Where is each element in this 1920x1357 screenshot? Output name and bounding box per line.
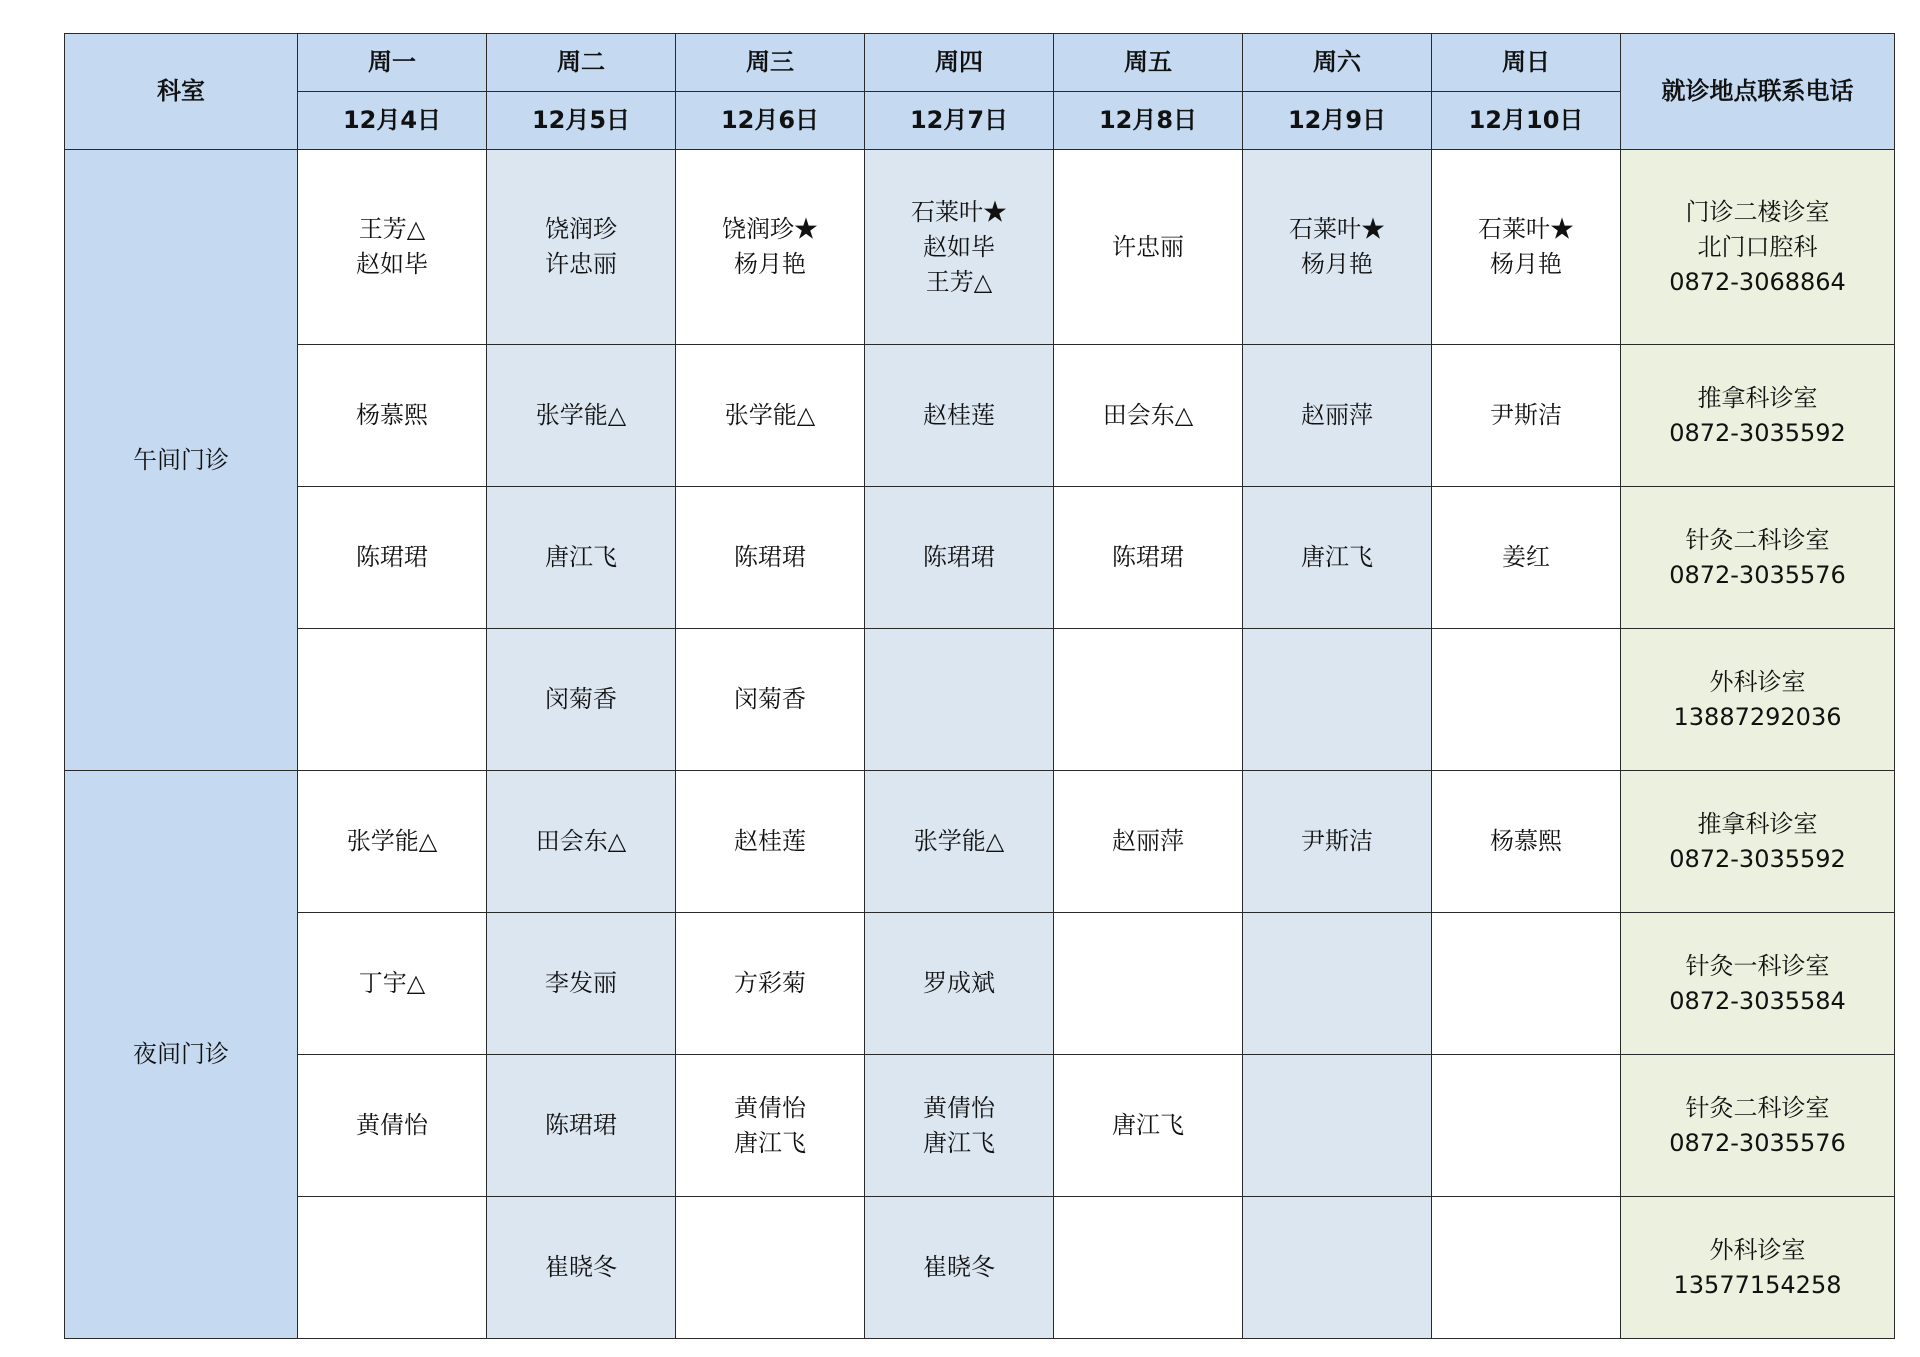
location-header: 就诊地点联系电话 [1621,34,1895,150]
schedule-row [65,629,1895,771]
doctor-cell [487,1055,676,1197]
location-line: 北门口腔科 [1697,232,1818,261]
weekday-header: 周五 [1054,34,1243,92]
location-line: 外科诊室 [1709,667,1806,696]
doctor-name: 陈珺珺 [1112,543,1184,571]
doctor-name: 张学能△ [346,827,438,855]
location-line: 13577154258 [1673,1270,1842,1299]
doctor-cell [1054,629,1243,771]
date-header: 12月8日 [1054,92,1243,150]
doctor-name: 黄倩怡 [923,1093,995,1122]
doctor-name: 丁宇△ [358,969,426,997]
doctor-name: 许忠丽 [1112,232,1184,261]
doctor-cell [487,1197,676,1339]
location-cell [1621,150,1895,345]
doctor-name: 杨慕熙 [356,401,428,429]
schedule-row [65,150,1895,345]
doctor-cell [1054,345,1243,487]
doctor-name: 张学能△ [724,401,816,429]
doctor-cell [1243,1055,1432,1197]
doctor-name: 许忠丽 [545,250,617,278]
doctor-name: 赵如毕 [356,250,428,278]
doctor-cell [865,629,1054,771]
doctor-cell [676,629,865,771]
doctor-name: 赵丽萍 [1301,401,1373,429]
doctor-name: 崔晓冬 [923,1253,995,1281]
doctor-cell [1432,771,1621,913]
doctor-cell [298,913,487,1055]
location-line: 推拿科诊室 [1697,809,1818,838]
doctor-name: 张学能△ [913,827,1005,855]
location-line: 针灸二科诊室 [1685,525,1830,554]
department-cell: 夜间门诊 [65,771,298,1339]
location-line: 推拿科诊室 [1697,383,1818,412]
doctor-name: 王芳△ [925,267,993,296]
location-cell [1621,913,1895,1055]
doctor-name: 赵丽萍 [1112,827,1184,855]
doctor-name: 闵菊香 [545,685,617,713]
schedule-row [65,913,1895,1055]
doctor-cell [1054,1197,1243,1339]
doctor-name: 陈珺珺 [545,1111,617,1139]
doctor-cell [1243,345,1432,487]
doctor-cell [1432,150,1621,345]
doctor-name: 陈珺珺 [356,543,428,571]
doctor-name: 赵桂莲 [734,827,806,855]
weekday-header: 周六 [1243,34,1432,92]
doctor-cell [1243,150,1432,345]
doctor-cell [1432,629,1621,771]
doctor-cell [865,1055,1054,1197]
schedule-row [65,487,1895,629]
weekday-header: 周一 [298,34,487,92]
doctor-name: 石莱叶★ [1478,215,1574,243]
location-cell [1621,629,1895,771]
doctor-cell [487,345,676,487]
doctor-name: 田会东△ [535,827,627,855]
department-cell: 午间门诊 [65,150,298,771]
location-line: 13887292036 [1673,702,1842,731]
location-line: 门诊二楼诊室 [1685,197,1830,226]
weekday-header: 周三 [676,34,865,92]
weekday-header: 周四 [865,34,1054,92]
doctor-cell [1432,913,1621,1055]
location-line: 0872-3035592 [1669,418,1846,447]
doctor-name: 陈珺珺 [923,543,995,571]
doctor-name: 闵菊香 [734,685,806,713]
doctor-name: 石莱叶★ [1289,215,1385,243]
schedule-row [65,345,1895,487]
doctor-cell [1432,1197,1621,1339]
location-line: 针灸一科诊室 [1685,951,1830,980]
doctor-cell [298,1055,487,1197]
doctor-cell [676,487,865,629]
doctor-cell [865,913,1054,1055]
doctor-cell [1432,345,1621,487]
doctor-cell [298,1197,487,1339]
doctor-name: 石莱叶★ [911,197,1007,226]
doctor-cell [865,771,1054,913]
doctor-cell [1243,913,1432,1055]
schedule-row [65,1055,1895,1197]
doctor-cell [676,1197,865,1339]
doctor-cell [298,629,487,771]
schedule-row [65,771,1895,913]
location-cell [1621,1197,1895,1339]
doctor-cell [865,345,1054,487]
doctor-cell [1054,1055,1243,1197]
doctor-cell [865,150,1054,345]
doctor-name: 姜红 [1502,543,1550,571]
location-line: 0872-3068864 [1669,267,1846,296]
doctor-name: 崔晓冬 [545,1253,617,1281]
doctor-name: 饶润珍 [545,215,617,243]
doctor-cell [676,1055,865,1197]
doctor-cell [1054,913,1243,1055]
location-cell [1621,771,1895,913]
doctor-name: 罗成斌 [923,969,995,997]
doctor-cell [1243,1197,1432,1339]
schedule-table [64,33,1895,1339]
doctor-name: 方彩菊 [734,969,806,997]
doctor-cell [676,771,865,913]
doctor-name: 陈珺珺 [734,543,806,571]
location-cell [1621,345,1895,487]
doctor-cell [487,629,676,771]
doctor-cell [298,150,487,345]
date-header: 12月5日 [487,92,676,150]
doctor-cell [676,150,865,345]
doctor-cell [298,487,487,629]
doctor-name: 唐江飞 [923,1128,995,1157]
doctor-cell [1432,1055,1621,1197]
doctor-cell [1054,487,1243,629]
doctor-name: 尹斯洁 [1490,401,1562,429]
location-line: 0872-3035576 [1669,1128,1846,1157]
doctor-cell [487,150,676,345]
doctor-cell [865,487,1054,629]
doctor-name: 赵桂莲 [923,401,995,429]
doctor-name: 黄倩怡 [356,1111,428,1139]
doctor-name: 杨月艳 [734,250,806,278]
doctor-name: 田会东△ [1102,401,1194,429]
date-header: 12月9日 [1243,92,1432,150]
doctor-cell [487,771,676,913]
date-header: 12月6日 [676,92,865,150]
date-header: 12月4日 [298,92,487,150]
doctor-name: 李发丽 [545,969,617,997]
location-cell [1621,1055,1895,1197]
schedule-row [65,1197,1895,1339]
doctor-name: 杨慕熙 [1490,827,1562,855]
doctor-cell [487,913,676,1055]
doctor-cell [298,345,487,487]
doctor-cell [1054,150,1243,345]
location-line: 0872-3035584 [1669,986,1846,1015]
doctor-name: 王芳△ [358,215,426,243]
weekday-header: 周二 [487,34,676,92]
doctor-cell [1432,487,1621,629]
doctor-cell [1243,629,1432,771]
doctor-name: 赵如毕 [923,232,995,261]
date-header: 12月7日 [865,92,1054,150]
doctor-name: 杨月艳 [1490,250,1562,278]
doctor-name: 黄倩怡 [734,1093,806,1122]
doctor-cell [298,771,487,913]
doctor-name: 唐江飞 [734,1128,806,1157]
weekday-header: 周日 [1432,34,1621,92]
location-line: 外科诊室 [1709,1235,1806,1264]
location-line: 0872-3035576 [1669,560,1846,589]
doctor-cell [676,345,865,487]
date-header: 12月10日 [1432,92,1621,150]
doctor-cell [1054,771,1243,913]
doctor-cell [865,1197,1054,1339]
doctor-cell [676,913,865,1055]
doctor-name: 饶润珍★ [722,215,818,243]
doctor-name: 唐江飞 [545,543,617,571]
doctor-cell [1243,771,1432,913]
location-line: 针灸二科诊室 [1685,1093,1830,1122]
doctor-name: 张学能△ [535,401,627,429]
doctor-cell [487,487,676,629]
doctor-name: 杨月艳 [1301,250,1373,278]
location-cell [1621,487,1895,629]
doctor-name: 唐江飞 [1112,1111,1184,1139]
doctor-cell [1243,487,1432,629]
doctor-name: 尹斯洁 [1301,827,1373,855]
location-line: 0872-3035592 [1669,844,1846,873]
dept-header: 科室 [65,34,298,150]
doctor-name: 唐江飞 [1301,543,1373,571]
